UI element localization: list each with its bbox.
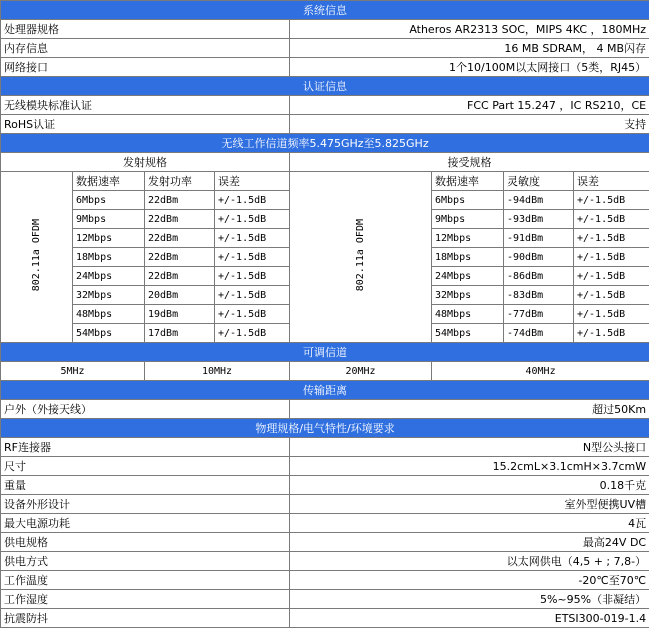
section-header-row — [1, 1, 649, 20]
spec-row — [1, 571, 649, 590]
rx-col-header: 灵敏度 — [504, 172, 574, 191]
section-header-row — [1, 419, 649, 438]
rx-sens-cell: -77dBm — [504, 305, 574, 324]
spec-value: 4瓦 — [290, 514, 649, 533]
tx-err-cell: +/-1.5dB — [215, 324, 290, 343]
spec-row — [1, 115, 649, 134]
tx-power-cell: 17dBm — [145, 324, 215, 343]
section-title-channel: 可调信道 — [1, 343, 649, 362]
tx-col-header: 发射功率 — [145, 172, 215, 191]
spec-label: RoHS认证 — [1, 115, 290, 134]
spec-value: 16 MB SDRAM， 4 MB闪存 — [290, 39, 649, 58]
wireless-subheader-row — [1, 153, 649, 172]
tx-power-cell: 22dBm — [145, 248, 215, 267]
tx-rate-cell: 48Mbps — [73, 305, 145, 324]
spec-value: 最高24V DC — [290, 533, 649, 552]
section-title-physical: 物理规格/电气特性/环境要求 — [1, 419, 649, 438]
section-header-row — [1, 343, 649, 362]
spec-value: Atheros AR2313 SOC，MIPS 4KC ，180MHz — [290, 20, 649, 39]
section-header-row — [1, 134, 649, 153]
spec-row — [1, 96, 649, 115]
tx-rate-cell: 9Mbps — [73, 210, 145, 229]
spec-label: 供电方式 — [1, 552, 290, 571]
tx-mode-cell — [1, 172, 73, 343]
spec-value: 超过50Km — [290, 400, 649, 419]
spec-row — [1, 438, 649, 457]
tx-power-cell: 22dBm — [145, 191, 215, 210]
spec-row — [1, 514, 649, 533]
spec-value: 室外型便携UV槽 — [290, 495, 649, 514]
channel-value: 5MHz — [1, 362, 145, 381]
section-title-distance: 传输距离 — [1, 381, 649, 400]
tx-err-cell: +/-1.5dB — [215, 248, 290, 267]
spec-value: -20℃至70℃ — [290, 571, 649, 590]
spec-value: 0.18千克 — [290, 476, 649, 495]
rx-err-cell: +/-1.5dB — [574, 248, 649, 267]
rx-rate-cell: 48Mbps — [432, 305, 504, 324]
rx-rate-cell: 18Mbps — [432, 248, 504, 267]
spec-row — [1, 20, 649, 39]
spec-row — [1, 533, 649, 552]
section-header-row — [1, 381, 649, 400]
spec-value: FCC Part 15.247 ，IC RS210，CE — [290, 96, 649, 115]
tx-title: 发射规格 — [1, 153, 290, 172]
tx-err-cell: +/-1.5dB — [215, 191, 290, 210]
rx-mode-label: 802.11a OFDM — [355, 219, 366, 292]
rx-err-cell: +/-1.5dB — [574, 267, 649, 286]
section-header-row — [1, 77, 649, 96]
rx-rate-cell: 12Mbps — [432, 229, 504, 248]
rx-err-cell: +/-1.5dB — [574, 229, 649, 248]
spec-label: 重量 — [1, 476, 290, 495]
rx-mode-cell — [290, 172, 432, 343]
tx-rate-cell: 18Mbps — [73, 248, 145, 267]
spec-label: 设备外形设计 — [1, 495, 290, 514]
rx-rate-cell: 24Mbps — [432, 267, 504, 286]
channel-value: 20MHz — [290, 362, 432, 381]
rx-col-header: 误差 — [574, 172, 649, 191]
spec-label: 户外（外接天线） — [1, 400, 290, 419]
rx-sens-cell: -91dBm — [504, 229, 574, 248]
section-title-wireless: 无线工作信道频率5.475GHz至5.825GHz — [1, 134, 649, 153]
spec-label: 无线模块标准认证 — [1, 96, 290, 115]
spec-label: RF连接器 — [1, 438, 290, 457]
rx-sens-cell: -94dBm — [504, 191, 574, 210]
rx-err-cell: +/-1.5dB — [574, 191, 649, 210]
spec-label: 内存信息 — [1, 39, 290, 58]
spec-label: 供电规格 — [1, 533, 290, 552]
spec-value: 支持 — [290, 115, 649, 134]
rx-rate-cell: 54Mbps — [432, 324, 504, 343]
spec-row — [1, 400, 649, 419]
tx-rate-cell: 32Mbps — [73, 286, 145, 305]
wireless-colheader-row — [1, 172, 649, 191]
spec-row — [1, 590, 649, 609]
spec-label: 处理器规格 — [1, 20, 290, 39]
spec-value: ETSI300-019-1.4 — [290, 609, 649, 628]
tx-err-cell: +/-1.5dB — [215, 305, 290, 324]
channel-row — [1, 362, 649, 381]
tx-power-cell: 22dBm — [145, 229, 215, 248]
spec-row — [1, 552, 649, 571]
spec-value: N型公头接口 — [290, 438, 649, 457]
tx-col-header: 数据速率 — [73, 172, 145, 191]
section-title-cert: 认证信息 — [1, 77, 649, 96]
tx-err-cell: +/-1.5dB — [215, 286, 290, 305]
tx-rate-cell: 6Mbps — [73, 191, 145, 210]
spec-row — [1, 457, 649, 476]
tx-rate-cell: 54Mbps — [73, 324, 145, 343]
tx-power-cell: 19dBm — [145, 305, 215, 324]
rx-col-header: 数据速率 — [432, 172, 504, 191]
spec-label: 工作湿度 — [1, 590, 290, 609]
rx-sens-cell: -83dBm — [504, 286, 574, 305]
rx-sens-cell: -93dBm — [504, 210, 574, 229]
rx-sens-cell: -86dBm — [504, 267, 574, 286]
spec-row — [1, 495, 649, 514]
rx-rate-cell: 9Mbps — [432, 210, 504, 229]
tx-col-header: 误差 — [215, 172, 290, 191]
spec-label: 最大电源功耗 — [1, 514, 290, 533]
tx-rate-cell: 24Mbps — [73, 267, 145, 286]
rx-sens-cell: -74dBm — [504, 324, 574, 343]
rx-err-cell: +/-1.5dB — [574, 324, 649, 343]
tx-err-cell: +/-1.5dB — [215, 229, 290, 248]
rx-err-cell: +/-1.5dB — [574, 305, 649, 324]
rx-rate-cell: 32Mbps — [432, 286, 504, 305]
tx-power-cell: 20dBm — [145, 286, 215, 305]
channel-value: 40MHz — [432, 362, 649, 381]
tx-err-cell: +/-1.5dB — [215, 267, 290, 286]
rx-sens-cell: -90dBm — [504, 248, 574, 267]
tx-mode-label: 802.11a OFDM — [31, 219, 42, 292]
tx-power-cell: 22dBm — [145, 210, 215, 229]
spec-value: 以太网供电（4,5 + ; 7,8-） — [290, 552, 649, 571]
spec-row — [1, 39, 649, 58]
spec-value: 1个10/100M以太网接口（5类，RJ45） — [290, 58, 649, 77]
spec-label: 尺寸 — [1, 457, 290, 476]
spec-value: 15.2cmL×3.1cmH×3.7cmW — [290, 457, 649, 476]
rx-err-cell: +/-1.5dB — [574, 210, 649, 229]
section-title-system: 系统信息 — [1, 1, 649, 20]
spec-row — [1, 609, 649, 628]
spec-label: 抗震防抖 — [1, 609, 290, 628]
spec-label: 网络接口 — [1, 58, 290, 77]
tx-err-cell: +/-1.5dB — [215, 210, 290, 229]
rx-err-cell: +/-1.5dB — [574, 286, 649, 305]
tx-power-cell: 22dBm — [145, 267, 215, 286]
channel-value: 10MHz — [145, 362, 290, 381]
spec-label: 工作温度 — [1, 571, 290, 590]
rx-title: 接受规格 — [290, 153, 649, 172]
tx-rate-cell: 12Mbps — [73, 229, 145, 248]
spec-value: 5%~95%（非凝结） — [290, 590, 649, 609]
spec-row — [1, 476, 649, 495]
rx-rate-cell: 6Mbps — [432, 191, 504, 210]
spec-row — [1, 58, 649, 77]
